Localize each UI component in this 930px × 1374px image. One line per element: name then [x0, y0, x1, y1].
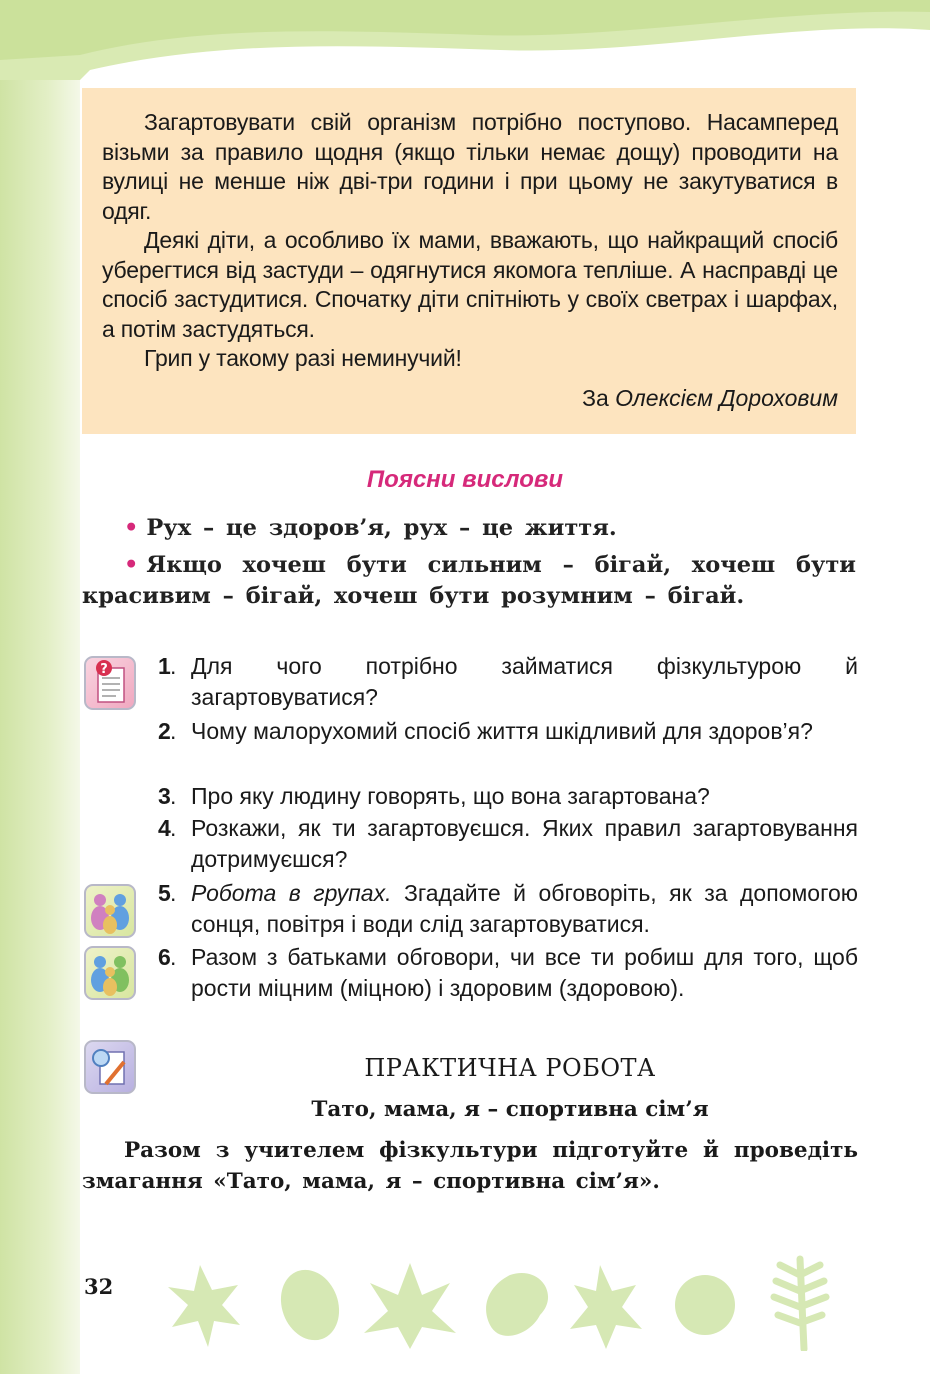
question-text: Чому малорухомий спосіб життя шкідливий для здоров’я?: [191, 718, 813, 744]
left-decor-band: [0, 0, 80, 1374]
question-item-1: 1 . Для чого потрібно займатися фізкультурою й загартовуватися?: [158, 651, 858, 713]
bullet-icon: •: [124, 515, 139, 541]
question-number: 2: [158, 718, 171, 744]
leaves-decoration: [160, 1255, 860, 1351]
top-decor-wave: [0, 0, 930, 80]
saying-item: [82, 550, 856, 612]
svg-text:?: ?: [100, 662, 108, 677]
question-item-2: 2 . Чому малорухомий спосіб життя шкідливий для здоров’я?: [158, 716, 858, 747]
question-text: Для чого потрібно займатися фізкультурою й загартовуватися?: [191, 653, 858, 710]
saying-text-1: Рух – це здоров’я, рух – це життя.: [146, 515, 617, 541]
question-text: Про яку людину говорять, що вона загартована?: [191, 783, 710, 809]
bullet-icon: •: [124, 552, 139, 578]
question-number: 3: [158, 783, 171, 809]
practice-subtitle: Тато, мама, я – спортивна сім’я: [311, 1097, 709, 1122]
group-work-icon: [84, 884, 136, 938]
reading-paragraph-1: Загартовувати свій організм потрібно поступово. Насамперед візьми за правило щодня (якщо тільки немає дощу) проводити на вулиці не менше ніж дві-три години і при цьому не закутуватися в одяг.: [102, 109, 838, 224]
page-number: 32: [84, 1274, 114, 1299]
reading-paragraph-2: Деякі діти, а особливо їх мами, вважають, що найкращий спосіб уберегтися від застуди – одягнутися якомога тепліше. А насправді це спосіб застудитися. Спочатку діти спітніють у своїх светрах і шарфах, а потім застудяться.: [102, 227, 838, 342]
author-name: Олексієм Дороховим: [615, 385, 838, 411]
saying-item: [82, 513, 856, 544]
practice-text: Разом з учителем фізкультури підготуйте й проведіть змагання «Тато, мама, я – спортивна сім’я».: [82, 1138, 858, 1194]
question-number: 1: [158, 653, 171, 679]
question-item-5: 5 . Робота в групах. Згадайте й обговоріть, як за допомогою сонця, повітря і води слід загартовуватися.: [158, 878, 858, 940]
question-item-4: 4 . Розкажи, як ти загартовуєшся. Яких правил загартовування дотримуєшся?: [158, 813, 858, 875]
question-item-3: 3 . Про яку людину говорять, що вона загартована?: [158, 781, 858, 812]
group-work-label: Робота в групах.: [191, 880, 392, 906]
sayings-list: [82, 513, 856, 618]
author-prefix: За: [582, 385, 609, 411]
question-text: Робота в групах. Згадайте й обговоріть, як за допомогою сонця, повітря і води слід загартовуватися.: [191, 880, 858, 937]
question-text: Розкажи, як ти загартовуєшся. Яких правил загартовування дотримуєшся?: [191, 815, 858, 872]
question-number: 6: [158, 944, 171, 970]
practice-title: ПРАКТИЧНА РОБОТА: [364, 1054, 656, 1082]
question-icon: [84, 656, 136, 710]
question-number: 4: [158, 815, 171, 841]
family-icon: [84, 946, 136, 1000]
reading-box: [82, 88, 856, 434]
question-text: Разом з батьками обговори, чи все ти робиш для того, щоб рости міцним (міцною) і здоровим (здоровою).: [191, 944, 858, 1001]
sayings-title: Поясни вислови: [366, 466, 564, 493]
reading-paragraph-3: Грип у такому разі неминучий!: [144, 345, 462, 371]
question-number: 5: [158, 880, 171, 906]
question-item-6: 6 . Разом з батьками обговори, чи все ти робиш для того, щоб рости міцним (міцною) і здоровим (здоровою).: [158, 942, 858, 1004]
saying-text-2: Якщо хочеш бути сильним – бігай, хочеш бути красивим – бігай, хочеш бути розумним – бігай.: [82, 552, 856, 609]
author-credit: [582, 385, 838, 412]
